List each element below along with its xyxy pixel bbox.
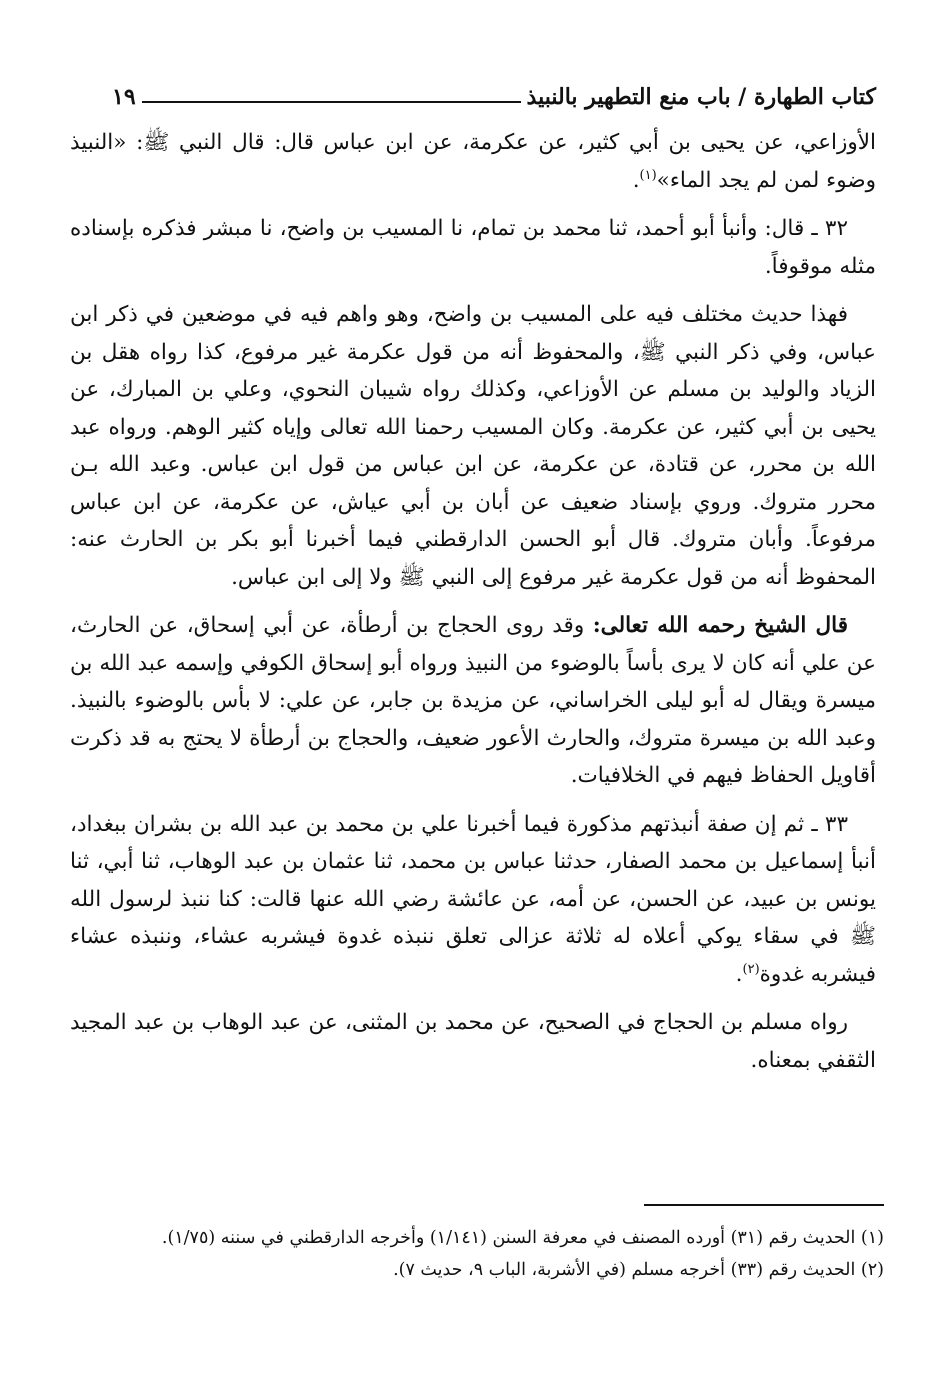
paragraph-4-text: وقد روى الحجاج بن أرطأة، عن أبي إسحاق، عن الحارث، عن علي أنه كان لا يرى بأساً بالوضوء من النبيذ ورواه أبو إسحاق الكوفي وإسمه عبد الله بن ميسرة ويقال له أبو ليلى الخراساني، عن مزيدة بن جابر، عن علي: لا بأس بالوضوء بالنبيذ. وعبد الله بن ميسرة متروك، والحارث الأعور ضعيف، والحجاج بن أرطأة لا يحتج به قد ذكرت أقاويل الحفاظ فيهم في الخلافيات. <box>70 613 876 788</box>
footnote-divider <box>644 1204 884 1206</box>
page-number: ١٩ <box>112 84 136 110</box>
header-rule <box>142 101 521 103</box>
paragraph-5-text: ٣٣ ـ ثم إن صفة أنبذتهم مذكورة فيما أخبرنا علي بن محمد بن عبد الله بن بشران ببغداد، أنبأ إسماعيل بن محمد الصفار، حدثنا عباس بن محمد، ثنا عثمان بن عبد الوهاب، ثنا أبي، ثنا يونس بن عبيد، عن الحسن، عن أمه، عن عائشة رضي الله عنها قالت: كنا ننبذ لرسول الله ﷺ في سقاء يوكي أعلاه له ثلاثة عزالى تعلق ننبذه غدوة فيشربه عشاء، وننبذه عشاء فيشربه غدوة <box>70 811 876 987</box>
paragraph-3: فهذا حديث مختلف فيه على المسيب بن واضح، وهو واهم فيه في موضعين في ذكر ابن عباس، وفي ذكر النبي ﷺ، والمحفوظ أنه من قول عكرمة غير مرفوع، كذا رواه هقل بن الزياد والوليد بن مسلم عن الأوزاعي، وكذلك رواه شيبان النحوي، وعلي بن المبارك، عن يحيى بن أبي كثير، عن عكرمة. وكان المسيب رحمنا الله تعالى وإياه كثير الوهم. ورواه عبد الله بن محرر، عن قتادة، عن عكرمة، عن ابن عباس من قول ابن عباس. وعبد الله بـن محرر متروك. وروي بإسناد ضعيف عن أبان بن أبي عياش، عن عكرمة، عن ابن عباس مرفوعاً. وأبان متروك. قال أبو الحسن الدارقطني فيما أخبرنا أبو بكر بن الحارث عنه: المحفوظ أنه من قول عكرمة غير مرفوع إلى النبي ﷺ ولا إلى ابن عباس. <box>70 302 876 590</box>
paragraph-1-text: الأوزاعي، عن يحيى بن أبي كثير، عن عكرمة، عن ابن عباس قال: قال النبي ﷺ: «النبيذ وضوء لمن لم يجد الماء» <box>70 130 876 193</box>
footnote-ref-2: (٢) <box>742 961 760 977</box>
footnote-ref-1: (١) <box>639 167 657 183</box>
footnote-1: (١) الحديث رقم (٣١) أورده المصنف في معرفة السنن (١/١٤١) وأخرجه الدارقطني في سننه (١/٧٥). <box>161 1228 884 1248</box>
paragraph-1-end: . <box>632 167 640 193</box>
running-header <box>112 70 876 110</box>
paragraph-1 <box>70 124 876 199</box>
paragraph-4 <box>70 607 876 795</box>
paragraph-2: ٣٢ ـ قال: وأنبأ أبو أحمد، ثنا محمد بن تمام، نا المسيب بن واضح، نا مبشر فذكره بإسناده مثله موقوفاً. <box>70 216 876 279</box>
main-text <box>70 124 876 1090</box>
footnotes <box>70 1222 884 1286</box>
footnote-2: (٢) الحديث رقم (٣٣) أخرجه مسلم (في الأشربة، الباب ٩، حديث ٧). <box>393 1260 884 1280</box>
paragraph-5-end: . <box>735 961 743 987</box>
paragraph-4-lead: قال الشيخ رحمه الله تعالى: <box>592 613 848 638</box>
paragraph-5 <box>70 806 876 994</box>
paragraph-6: رواه مسلم بن الحجاج في الصحيح، عن محمد بن المثنى، عن عبد الوهاب بن عبد المجيد الثقفي بمعناه. <box>70 1010 876 1073</box>
chapter-title: كتاب الطهارة / باب منع التطهير بالنبيذ <box>526 84 876 110</box>
